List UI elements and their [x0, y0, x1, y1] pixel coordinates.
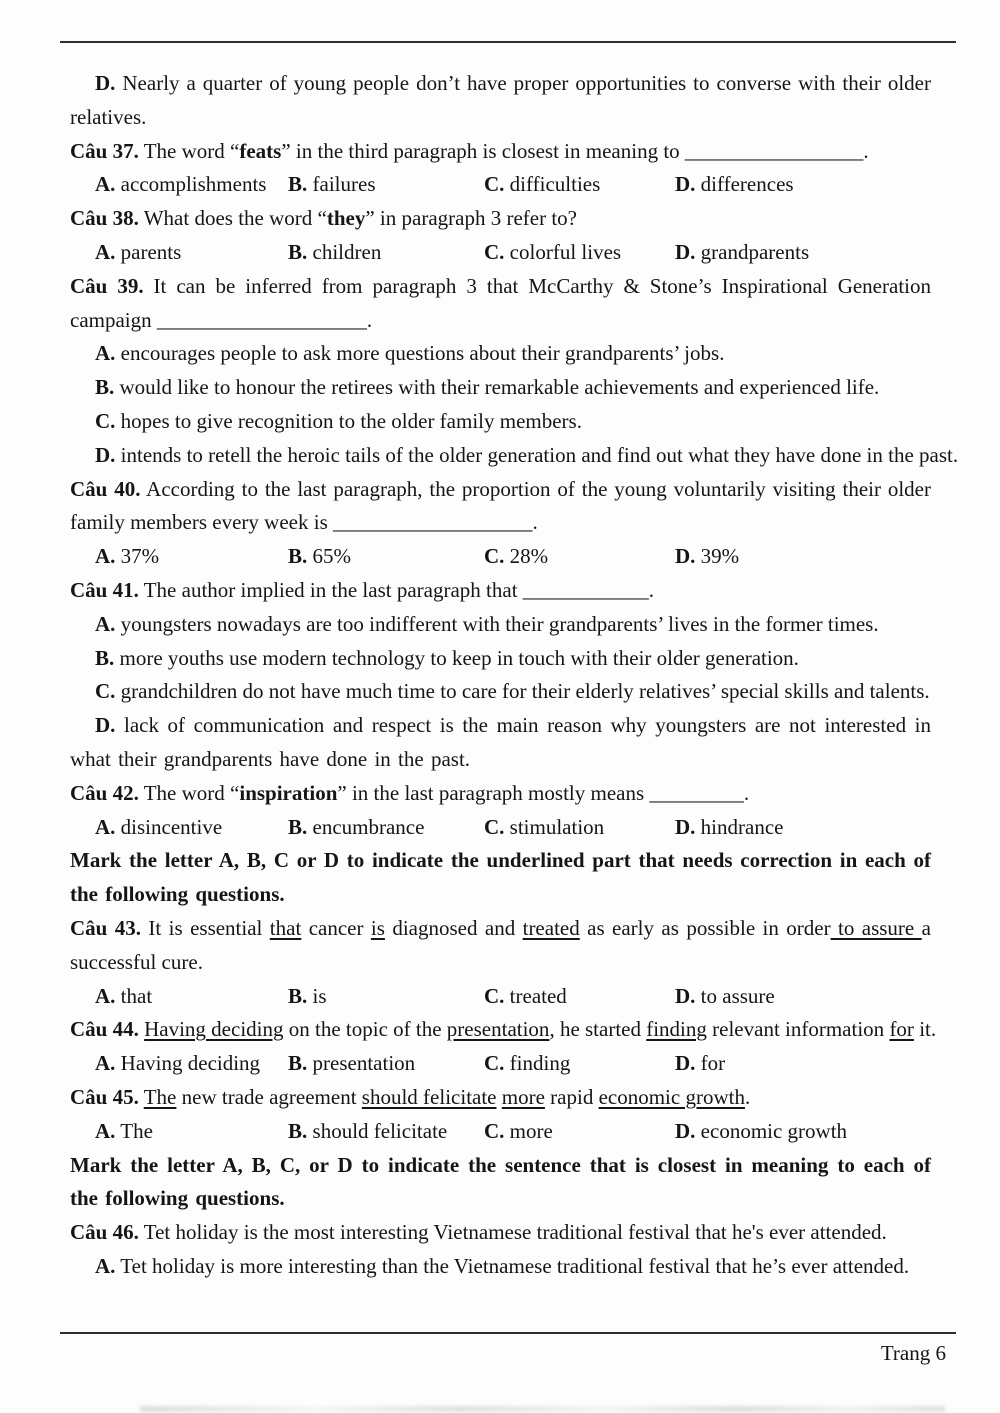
question-44: Câu 44. Having deciding on the topic of the presentation, he started finding relevant information for it. — [70, 1017, 937, 1042]
option-d: D. hindrance — [675, 814, 784, 839]
question-41-option-c: C. grandchildren do not have much time to care for their elderly relatives’ special skills and talents. — [95, 679, 930, 704]
question-41-option-a: A. youngsters nowadays are too indifferent with their grandparents’ lives in the former times. — [95, 611, 879, 636]
option-a: A. parents — [95, 239, 182, 264]
question-46: Câu 46. Tet holiday is the most interesting Vietnamese traditional festival that he's ever attended. — [70, 1220, 887, 1245]
option-a: A. The — [95, 1118, 153, 1143]
option-c: C. 28% — [484, 544, 549, 569]
page-number: Trang 6 — [880, 1341, 946, 1365]
question-37-options — [70, 168, 931, 202]
option-a: A. 37% — [95, 544, 160, 569]
option-c: C. colorful lives — [484, 239, 622, 264]
question-44-options — [70, 1047, 931, 1081]
page-rule-top — [60, 41, 956, 43]
option-c: C. difficulties — [484, 172, 601, 197]
option-b: B. children — [288, 239, 382, 264]
document-body — [70, 67, 959, 1284]
question-46-option-a: A. Tet holiday is more interesting than the Vietnamese traditional festival that he’s ever attended. — [95, 1253, 910, 1278]
question-45: Câu 45. The new trade agreement should felicitate more rapid economic growth. — [70, 1084, 751, 1109]
option-c: C. treated — [484, 983, 567, 1008]
option-a: A. disincentive — [95, 814, 223, 839]
question-36-option-d: D. Nearly a quarter of young people don’t have proper opportunities to converse with their older relatives. — [70, 71, 931, 129]
question-38-options — [70, 236, 931, 270]
page-rule-bottom — [60, 1332, 956, 1334]
option-d: D. grandparents — [675, 239, 810, 264]
question-42-options — [70, 811, 931, 845]
question-41: Câu 41. The author implied in the last paragraph that ____________. — [70, 577, 655, 602]
option-b: B. encumbrance — [288, 814, 425, 839]
question-40: Câu 40. According to the last paragraph, the proportion of the young voluntarily visiting their older family members every week is ___________________. — [70, 476, 931, 535]
scan-artifact-bottom — [140, 1406, 945, 1412]
option-b: B. should felicitate — [288, 1118, 448, 1143]
option-c: C. more — [484, 1118, 553, 1143]
section-error-correction: Mark the letter A, B, C or D to indicate the underlined part that needs correction in each of the following questions. — [70, 848, 931, 907]
question-43-options — [70, 980, 931, 1014]
question-42: Câu 42. The word “inspiration” in the last paragraph mostly means _________. — [70, 780, 750, 805]
option-d: D. to assure — [675, 983, 775, 1008]
option-b: B. failures — [288, 172, 376, 197]
option-d: D. differences — [675, 172, 794, 197]
option-b: B. presentation — [288, 1051, 416, 1076]
option-c: C. finding — [484, 1051, 571, 1076]
question-40-options — [70, 540, 931, 574]
question-43: Câu 43. It is essential that cancer is diagnosed and treated as early as possible in order to assure a successful cure. — [70, 915, 931, 974]
section-closest-meaning: Mark the letter A, B, C, or D to indicate the sentence that is closest in meaning to each of the following questions. — [70, 1152, 931, 1211]
option-a: A. accomplishments — [95, 172, 267, 197]
question-39-option-d: D. intends to retell the heroic tails of the older generation and find out what they have done in the past. — [95, 442, 959, 467]
question-39-option-a: A. encourages people to ask more questions about their grandparents’ jobs. — [95, 341, 725, 366]
question-37: Câu 37. The word “feats” in the third paragraph is closest in meaning to _________________. — [70, 138, 869, 163]
option-c: C. stimulation — [484, 814, 605, 839]
option-a: A. Having deciding — [95, 1051, 261, 1076]
question-41-option-b: B. more youths use modern technology to keep in touch with their older generation. — [95, 645, 799, 670]
question-38: Câu 38. What does the word “they” in paragraph 3 refer to? — [70, 206, 577, 231]
option-b: B. is — [288, 983, 327, 1008]
question-41-option-d: D. lack of communication and respect is the main reason why youngsters are not interested in what their grandparents have done in the past. — [70, 713, 931, 771]
option-a: A. that — [95, 983, 153, 1008]
question-39: Câu 39. It can be inferred from paragraph 3 that McCarthy & Stone’s Inspirational Generation campaign ____________________. — [70, 273, 931, 332]
option-d: D. economic growth — [675, 1118, 848, 1143]
option-d: D. 39% — [675, 544, 740, 569]
question-45-options — [70, 1115, 931, 1149]
question-39-option-c: C. hopes to give recognition to the older family members. — [95, 408, 582, 433]
question-39-option-b: B. would like to honour the retirees with their remarkable achievements and experienced life. — [95, 375, 880, 400]
option-d: D. for — [675, 1051, 726, 1076]
option-b: B. 65% — [288, 544, 352, 569]
